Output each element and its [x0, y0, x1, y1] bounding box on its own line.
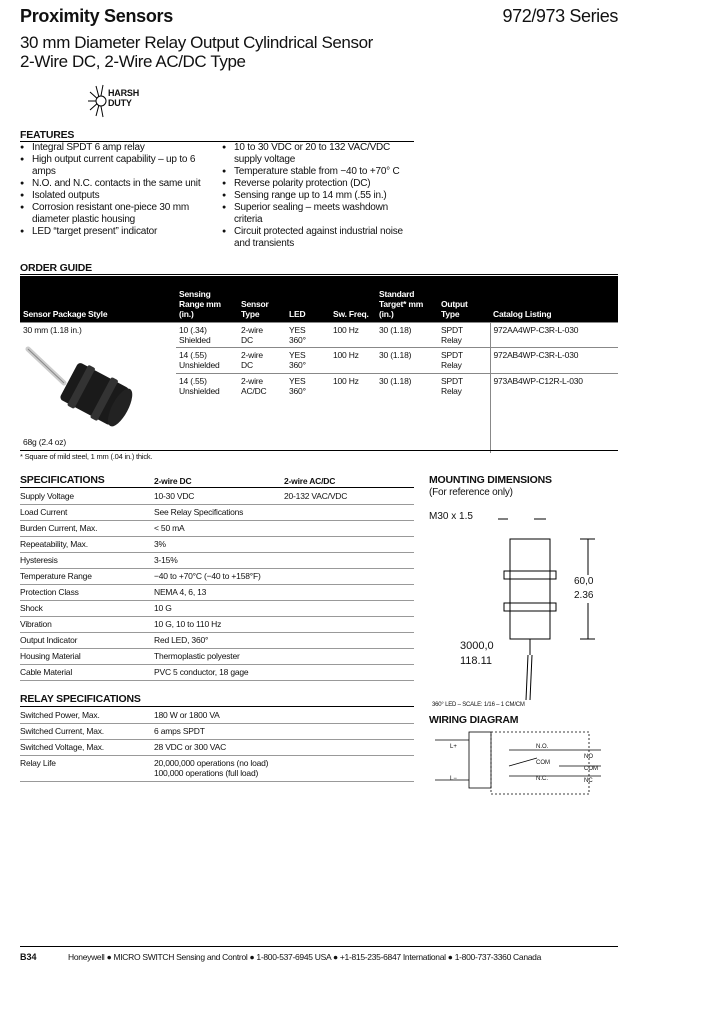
- table-row: [20, 552, 414, 569]
- mounting-heading: MOUNTING DIMENSIONS: [429, 474, 552, 486]
- subtitle-line-1: 30 mm Diameter Relay Output Cylindrical Sensor: [20, 33, 373, 52]
- spec-value-dc: 3-15%: [154, 555, 178, 565]
- target-value: 30 (1.18): [376, 373, 438, 398]
- features-right-list: [222, 142, 418, 250]
- wiring-terminal-com: COM: [584, 766, 598, 772]
- spec-label: Shock: [20, 603, 43, 613]
- spec-label: Burden Current, Max.: [20, 523, 98, 533]
- sensor-photo: [24, 337, 164, 437]
- wiring-diagram: [429, 728, 609, 818]
- relay-label: Switched Voltage, Max.: [20, 742, 104, 752]
- spec-value-dc: 10 G: [154, 603, 172, 613]
- spec-label: Protection Class: [20, 587, 79, 597]
- table-row: [20, 739, 414, 756]
- cable-length-mm: 3000,0: [460, 640, 494, 652]
- sensor-type: 2-wire: [241, 324, 263, 335]
- table-row: [20, 632, 414, 649]
- table-row: [20, 536, 414, 553]
- spec-value-dc: See Relay Specifications: [154, 507, 244, 517]
- led-angle: 360°: [289, 360, 306, 371]
- spec-label: Load Current: [20, 507, 68, 517]
- logo-line-2: DUTY: [108, 98, 132, 108]
- table-row: [20, 488, 414, 505]
- feature-item: ● LED “target present” indicator: [20, 226, 215, 238]
- spec-label: Vibration: [20, 619, 52, 629]
- spec-label: Output Indicator: [20, 635, 78, 645]
- wiring-terminal-nc: NC: [584, 778, 593, 784]
- col-header-range: Sensing Range mm (in.): [176, 276, 238, 322]
- specifications-heading: SPECIFICATIONS: [20, 474, 105, 486]
- spec-value-dc: 10-30 VDC: [154, 491, 195, 501]
- col-header-catalog: Catalog Listing: [490, 276, 618, 322]
- order-guide-table: [20, 276, 618, 453]
- range-type: Unshielded: [179, 360, 220, 371]
- feature-item: ● Temperature stable from −40 to +70° C: [222, 166, 418, 178]
- wiring-l-minus: L−: [450, 776, 457, 782]
- output-type: SPDT: [441, 375, 463, 386]
- table-row: [20, 568, 414, 585]
- mounting-note: (For reference only): [429, 487, 513, 498]
- lock-nut-bottom: [504, 603, 556, 611]
- feature-item: ● Reverse polarity protection (DC): [222, 178, 418, 190]
- spec-label: Hysteresis: [20, 555, 58, 565]
- spec-value-dc: NEMA 4, 6, 13: [154, 587, 207, 597]
- logo-line-1: HARSH: [108, 88, 140, 98]
- wiring-no: N.O.: [536, 744, 549, 750]
- spec-label: Temperature Range: [20, 571, 92, 581]
- led-value: YES: [289, 350, 306, 361]
- col-header-type: Sensor Type: [238, 276, 286, 322]
- table-row: [20, 584, 414, 601]
- range-type: Shielded: [179, 334, 211, 345]
- led-value: YES: [289, 375, 306, 386]
- feature-item: ● Isolated outputs: [20, 190, 215, 202]
- order-guide-bottom-rule: [20, 450, 618, 451]
- cable-line: [526, 655, 528, 700]
- output-kind: Relay: [441, 360, 462, 371]
- relay-value: 20,000,000 operations (no load): [154, 758, 269, 768]
- series-label: 972/973 Series: [502, 6, 618, 26]
- freq-value: 100 Hz: [330, 373, 376, 398]
- spec-label: Repeatability, Max.: [20, 539, 88, 549]
- table-row: [20, 755, 414, 782]
- feature-item: ● Superior sealing – meets washdown criteria: [222, 202, 418, 226]
- wiring-nc: N.C.: [536, 776, 548, 782]
- feature-item: ● Circuit protected against industrial noise and transients: [222, 226, 418, 250]
- relay-label: Switched Power, Max.: [20, 710, 100, 720]
- spec-label: Housing Material: [20, 651, 81, 661]
- spec-value-dc: < 50 mA: [154, 523, 185, 533]
- length-in: 2.36: [574, 590, 594, 601]
- cable-line: [530, 655, 532, 700]
- feature-item: ● Integral SPDT 6 amp relay: [20, 142, 215, 154]
- freq-value: 100 Hz: [330, 348, 376, 374]
- sensor-supply: DC: [241, 334, 253, 345]
- spec-value-acdc: 20-132 VAC/VDC: [284, 491, 348, 501]
- wiring-heading: WIRING DIAGRAM: [429, 714, 519, 726]
- catalog-listing: 972AA4WP-C3R-L-030: [490, 322, 618, 348]
- lock-nut-top: [504, 571, 556, 579]
- table-row: [20, 616, 414, 633]
- col-header-led: LED: [286, 276, 330, 322]
- package-weight: 68g (2.4 oz): [23, 436, 66, 447]
- spec-value-dc: PVC 5 conductor, 18 gage: [154, 667, 249, 677]
- output-type: SPDT: [441, 350, 463, 361]
- relay-value: 180 W or 1800 VA: [154, 710, 220, 720]
- freq-value: 100 Hz: [330, 322, 376, 348]
- sensor-type: 2-wire: [241, 375, 263, 386]
- mounting-caption: 360° LED – SCALE: 1/16 – 1 CM/CM: [432, 702, 525, 708]
- table-row: [20, 723, 414, 740]
- feature-item: ● 10 to 30 VDC or 20 to 132 VAC/VDC supply voltage: [222, 142, 418, 166]
- table-row: [20, 664, 414, 681]
- page-number: B34: [20, 952, 37, 962]
- target-value: 30 (1.18): [376, 348, 438, 374]
- range-type: Unshielded: [179, 385, 220, 396]
- spec-col-dc: 2-wire DC: [154, 476, 192, 486]
- range-value: 14 (.55): [179, 350, 207, 361]
- table-row: [20, 504, 414, 521]
- relay-value: 28 VDC or 300 VAC: [154, 742, 227, 752]
- spec-value-dc: 3%: [154, 539, 166, 549]
- footer-contact: Honeywell ● MICRO SWITCH Sensing and Control ● 1-800-537-6945 USA ● +1-815-235-6847 International ● 1-800-737-3360 Canada: [68, 952, 542, 962]
- range-value: 10 (.34): [179, 324, 207, 335]
- table-row: [20, 707, 414, 724]
- feature-item: ● N.O. and N.C. contacts in the same unit: [20, 178, 215, 190]
- subtitle-line-2: 2-Wire DC, 2-Wire AC/DC Type: [20, 52, 246, 71]
- range-value: 14 (.55): [179, 375, 207, 386]
- order-guide-heading: ORDER GUIDE: [20, 262, 92, 274]
- table-row: [20, 648, 414, 665]
- spec-value-dc: Red LED, 360°: [154, 635, 209, 645]
- order-guide-footnote: * Square of mild steel, 1 mm (.04 in.) thick.: [20, 452, 153, 461]
- col-header-package: Sensor Package Style: [20, 276, 176, 322]
- table-row: [20, 322, 618, 348]
- package-size: 30 mm (1.18 in.): [23, 324, 82, 335]
- feature-item: ● Sensing range up to 14 mm (.55 in.): [222, 190, 418, 202]
- relay-value: 6 amps SPDT: [154, 726, 205, 736]
- table-row: [20, 520, 414, 537]
- relay-label: Relay Life: [20, 758, 56, 768]
- led-value: YES: [289, 324, 306, 335]
- spec-label: Supply Voltage: [20, 491, 74, 501]
- output-kind: Relay: [441, 385, 462, 396]
- order-guide-rule: [20, 274, 618, 275]
- relay-heading: RELAY SPECIFICATIONS: [20, 693, 141, 705]
- spec-col-acdc: 2-wire AC/DC: [284, 476, 336, 486]
- output-kind: Relay: [441, 334, 462, 345]
- mounting-drawing: [470, 505, 620, 705]
- spec-value-dc: Thermoplastic polyester: [154, 651, 240, 661]
- sensor-supply: DC: [241, 360, 253, 371]
- spec-value-dc: 10 G, 10 to 110 Hz: [154, 619, 222, 629]
- thread-label: M30 x 1.5: [429, 511, 473, 522]
- col-header-target: Standard Target* mm (in.): [376, 276, 438, 322]
- col-header-freq: Sw. Freq.: [330, 276, 376, 322]
- feature-item: ● Corrosion resistant one-piece 30 mm diameter plastic housing: [20, 202, 215, 226]
- features-left-list: [20, 142, 215, 238]
- package-cell: [20, 322, 176, 453]
- output-type: SPDT: [441, 324, 463, 335]
- footer-rule: [20, 946, 618, 947]
- features-heading: FEATURES: [20, 129, 75, 141]
- sensor-type: 2-wire: [241, 350, 263, 361]
- length-mm: 60,0: [574, 576, 594, 587]
- wiring-l-plus: L+: [450, 744, 457, 750]
- cable-length-in: 118.11: [460, 655, 493, 667]
- catalog-listing: 973AB4WP-C12R-L-030: [490, 373, 618, 398]
- relay-value: 100,000 operations (full load): [154, 768, 259, 778]
- spec-value-dc: −40 to +70°C (−40 to +158°F): [154, 571, 261, 581]
- table-row: [20, 600, 414, 617]
- led-angle: 360°: [289, 385, 306, 396]
- catalog-listing: 972AB4WP-C3R-L-030: [490, 348, 618, 374]
- harsh-duty-logo: [86, 82, 156, 120]
- feature-item: ● High output current capability – up to 6 amps: [20, 154, 215, 178]
- relay-label: Switched Current, Max.: [20, 726, 104, 736]
- wiring-terminal-no: NO: [584, 754, 593, 760]
- col-header-output: Output Type: [438, 276, 490, 322]
- spec-label: Cable Material: [20, 667, 73, 677]
- wiring-com: COM: [536, 760, 550, 766]
- led-angle: 360°: [289, 334, 306, 345]
- target-value: 30 (1.18): [376, 322, 438, 348]
- sensor-body-outline: [510, 539, 550, 639]
- sensor-supply: AC/DC: [241, 385, 267, 396]
- page-title: Proximity Sensors: [20, 6, 173, 26]
